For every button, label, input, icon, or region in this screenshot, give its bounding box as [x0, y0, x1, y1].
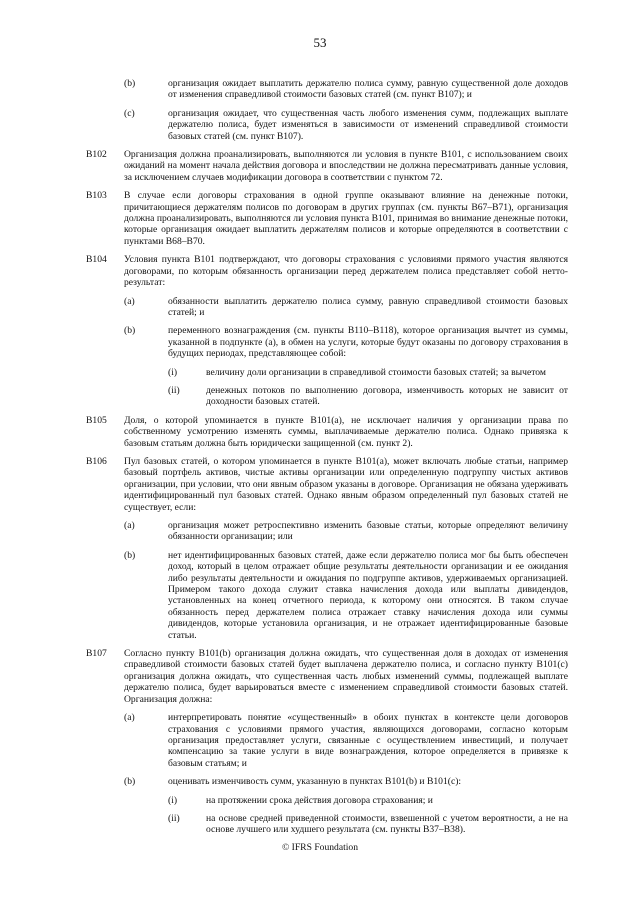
subparagraph	[86, 520, 568, 543]
paragraph-text: переменного вознаграждения (см. пункты B110–B118), которое организация вычтет из суммы, указанной в подпункте (a), в обмен на услуги, которые будут оказаны по договору страхования в будущих периодах, представляющее собой:	[168, 325, 568, 360]
paragraph-label: B104	[86, 254, 107, 266]
paragraph	[86, 456, 568, 513]
paragraph-label: (b)	[124, 325, 136, 337]
paragraph-text: нет идентифицированных базовых статей, даже если держателю полиса мог бы быть обеспечен доход, который в целом отражает общие результаты деятельности организации и ее ожидания либо результаты деятельности и ожидания по подгруппе активов, удерживаемых организацией. Примером такого дохода служит ставка начисления дохода или выплаты дивидендов, установленных на конец отчетного периода, к которому они относятся. В таком случае обязанность перед держателем полиса отражает ставку начисления дохода или суммы дивидендов, которые установила организация, и не отражает идентифицированные базовые статьи.	[168, 549, 568, 641]
paragraph-text: Условия пункта B101 подтверждают, что договоры страхования с условиями прямого участия являются договорами, по которым обязанность организации перед держателем полиса представляет собой нетто-результат:	[124, 254, 568, 289]
document-body	[86, 78, 568, 843]
paragraph-label: (a)	[124, 520, 135, 531]
paragraph-text: на основе средней приведенной стоимости, взвешенной с учетом вероятности, а не на основе лучшего или худшего результата (см. пункты B37–B38).	[206, 812, 568, 836]
paragraph-text: на протяжении срока действия договора страхования; и	[206, 794, 433, 806]
subparagraph	[86, 296, 568, 319]
sub-subparagraph	[86, 367, 568, 378]
page-number: 53	[313, 35, 327, 50]
paragraph-text: Доля, о которой упоминается в пункте B101(a), не исключает наличия у организации права по собственному усмотрению изменять суммы, выплачиваемые держателю полиса. Однако привязка к базовым статьям должна быть юридически защищенной (см. пункт 2).	[124, 414, 568, 449]
paragraph-text: организация ожидает, что существенная часть любого изменения сумм, подлежащих выплате держателю полиса, будет изменяться в зависимости от изменений справедливой стоимости базовых статей (см. пункт B107).	[168, 107, 568, 142]
subparagraph	[86, 108, 568, 142]
subparagraph	[86, 712, 568, 769]
sub-subparagraph	[86, 813, 568, 836]
paragraph-label: B107	[86, 648, 107, 660]
paragraph-text: Согласно пункту B101(b) организация должна ожидать, что существенная доля в доходах от изменения справедливой стоимости базовых статей будет выплачена держателю полиса, и согласно пункту B101(c) организация должна ожидать, что существенная часть любых изменений суммы, подлежащей выплате держателю полиса, будет варьироваться вместе с изменением справедливой стоимости базовых статей. Организация должна:	[124, 648, 568, 705]
paragraph-text: денежных потоков по выполнению договора, изменчивость которых не зависит от доходности базовых статей.	[206, 384, 568, 408]
paragraph-label: B105	[86, 414, 107, 426]
paragraph	[86, 149, 568, 183]
paragraph-label: (b)	[124, 776, 136, 788]
paragraph-label: B106	[86, 455, 107, 467]
subparagraph	[86, 78, 568, 101]
footer-copyright: © IFRS Foundation	[281, 842, 359, 853]
paragraph-label: (a)	[124, 295, 135, 307]
subparagraph	[86, 776, 568, 787]
paragraph-text: величину доли организации в справедливой стоимости базовых статей; за вычетом	[206, 366, 546, 378]
paragraph	[86, 254, 568, 288]
paragraph	[86, 415, 568, 449]
paragraph-label: (ii)	[168, 384, 180, 396]
paragraph-label: B103	[86, 190, 107, 202]
paragraph-label: (b)	[124, 549, 136, 561]
paragraph-text: оценивать изменчивость сумм, указанную в пунктах B101(b) и B101(c):	[168, 776, 462, 788]
paragraph	[86, 190, 568, 247]
paragraph-text: Пул базовых статей, о котором упоминается в пункте B101(a), может включать любые статьи, например базовый портфель активов, чистые активы организации или определенную подгруппу чистых активов организации, при условии, что они явным образом указаны в договоре. Организация не обязана удерживать идентифицированный пул базовых статей. Однако явным образом определенный пул базовых статей не существует, если:	[124, 455, 568, 513]
sub-subparagraph	[86, 385, 568, 408]
paragraph-text: обязанности выплатить держателю полиса сумму, равную справедливой стоимости базовых статей; и	[168, 295, 568, 318]
paragraph-text: организация ожидает выплатить держателю полиса сумму, равную существенной доле доходов от изменения справедливой стоимости базовых статей (см. пункт B107); и	[168, 78, 568, 101]
subparagraph	[86, 550, 568, 641]
paragraph-text: Организация должна проанализировать, выполняются ли условия в пункте B101, с использованием своих ожиданий на момент начала действия договора и впоследствии не должна пересматривать данные условия, за исключением случаев модификации договора в соответствии с пунктом 72.	[124, 149, 568, 183]
paragraph	[86, 648, 568, 705]
paragraph-label: (ii)	[168, 812, 180, 824]
paragraph-label: B102	[86, 149, 107, 161]
paragraph-label: (i)	[168, 366, 178, 378]
paragraph-text: организация может ретроспективно изменить базовые статьи, которые определяют величину обязанности организации; или	[168, 520, 568, 543]
paragraph-text: интерпретировать понятие «существенный» в обоих пунктах в контексте цели договоров страхования с условиями прямого участия, являющихся договорами, согласно которым организация предоставляет услуги, связанные с осуществлением инвестиций, и получает компенсацию за такие услуги в виде вознаграждения, которое определяется в привязке к базовым статьям; и	[168, 712, 568, 769]
paragraph-text: В случае если договоры страхования в одной группе оказывают влияние на денежные потоки, причитающиеся держателям полисов по договорам в других группах (см. пункты B67–B71), организация должна проанализировать, выполняются ли условия пункта B101, принимая во внимание денежные потоки, которые организация ожидает выплатить держателям полисов и которые определяются в соответствии с пунктами B68–B70.	[124, 190, 568, 247]
paragraph-label: (c)	[124, 107, 135, 119]
paragraph-label: (a)	[124, 712, 135, 724]
paragraph-label: (i)	[168, 794, 178, 806]
subparagraph	[86, 325, 568, 359]
sub-subparagraph	[86, 795, 568, 806]
paragraph-label: (b)	[124, 78, 136, 89]
